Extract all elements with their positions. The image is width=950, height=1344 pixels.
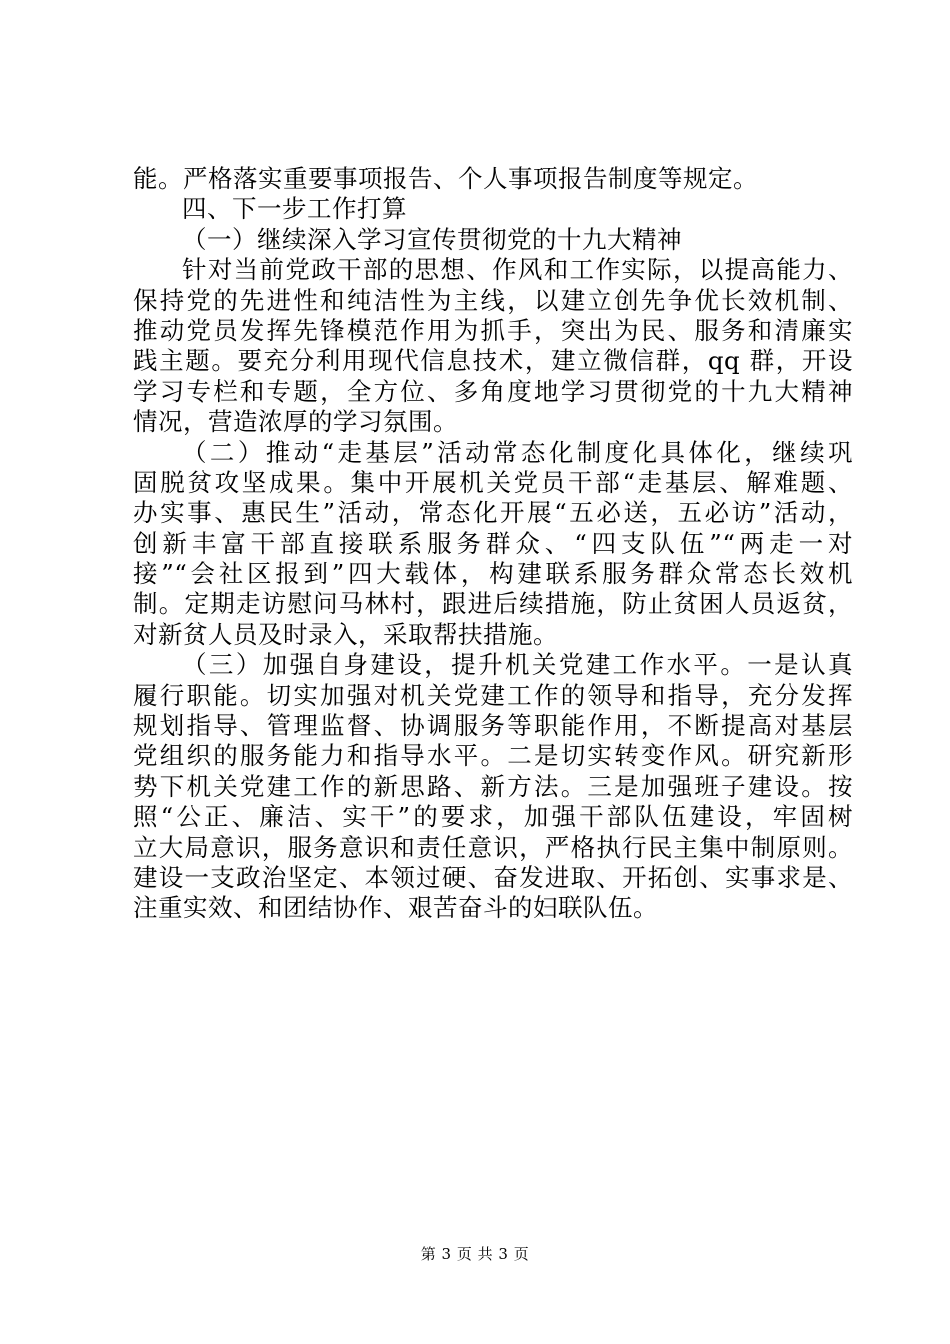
text-line: 四、下一步工作打算 [182, 194, 407, 224]
text-line: （一）继续深入学习宣传贯彻党的十九大精神 [182, 224, 682, 254]
text-line: 立大局意识，服务意识和责任意识，严格执行民主集中制原则。 [133, 832, 853, 862]
text-line: 照“公正、廉洁、实干”的要求，加强干部队伍建设，牢固树 [133, 802, 853, 832]
text-line: 保持党的先进性和纯洁性为主线，以建立创先争优长效机制、 [133, 285, 853, 315]
document-body [133, 164, 853, 924]
page-footer: 第 3 页 共 3 页 [420, 1245, 530, 1263]
text-line: 履行职能。切实加强对机关党建工作的领导和指导，充分发挥 [133, 680, 853, 710]
text-line: （三）加强自身建设，提升机关党建工作水平。一是认真 [182, 650, 853, 680]
text-line: 针对当前党政干部的思想、作风和工作实际，以提高能力、 [182, 255, 853, 285]
text-line: 情况，营造浓厚的学习氛围。 [133, 407, 458, 437]
text-line: 固脱贫攻坚成果。集中开展机关党员干部“走基层、解难题、 [133, 467, 853, 497]
text-line: 建设一支政治坚定、本领过硬、奋发进取、开拓创、实事求是、 [133, 862, 853, 892]
text-line: 制。定期走访慰问马林村，跟进后续措施，防止贫困人员返贫， [133, 589, 853, 619]
text-line: 接”“会社区报到”四大载体，构建联系服务群众常态长效机 [133, 559, 853, 589]
text-line: 推动党员发挥先锋模范作用为抓手，突出为民、服务和清廉实 [133, 315, 853, 345]
text-line: 注重实效、和团结协作、艰苦奋斗的妇联队伍。 [133, 893, 658, 923]
text-line: 践主题。要充分利用现代信息技术，建立微信群，qq 群，开设 [133, 346, 853, 376]
text-line: 对新贫人员及时录入，采取帮扶措施。 [133, 619, 558, 649]
text-line: 势下机关党建工作的新思路、新方法。三是加强班子建设。按 [133, 771, 853, 801]
text-line: 党组织的服务能力和指导水平。二是切实转变作风。研究新形 [133, 741, 853, 771]
text-line: 办实事、惠民生”活动，常态化开展“五必送，五必访”活动， [133, 498, 853, 528]
text-line: 能。严格落实重要事项报告、个人事项报告制度等规定。 [133, 164, 758, 193]
text-line: 创新丰富干部直接联系服务群众、“四支队伍”“两走一对 [133, 528, 853, 558]
text-line: 规划指导、管理监督、协调服务等职能作用，不断提高对基层 [133, 711, 853, 741]
text-line: 学习专栏和专题，全方位、多角度地学习贯彻党的十九大精神 [133, 376, 853, 406]
text-line: （二）推动“走基层”活动常态化制度化具体化，继续巩 [182, 437, 853, 467]
